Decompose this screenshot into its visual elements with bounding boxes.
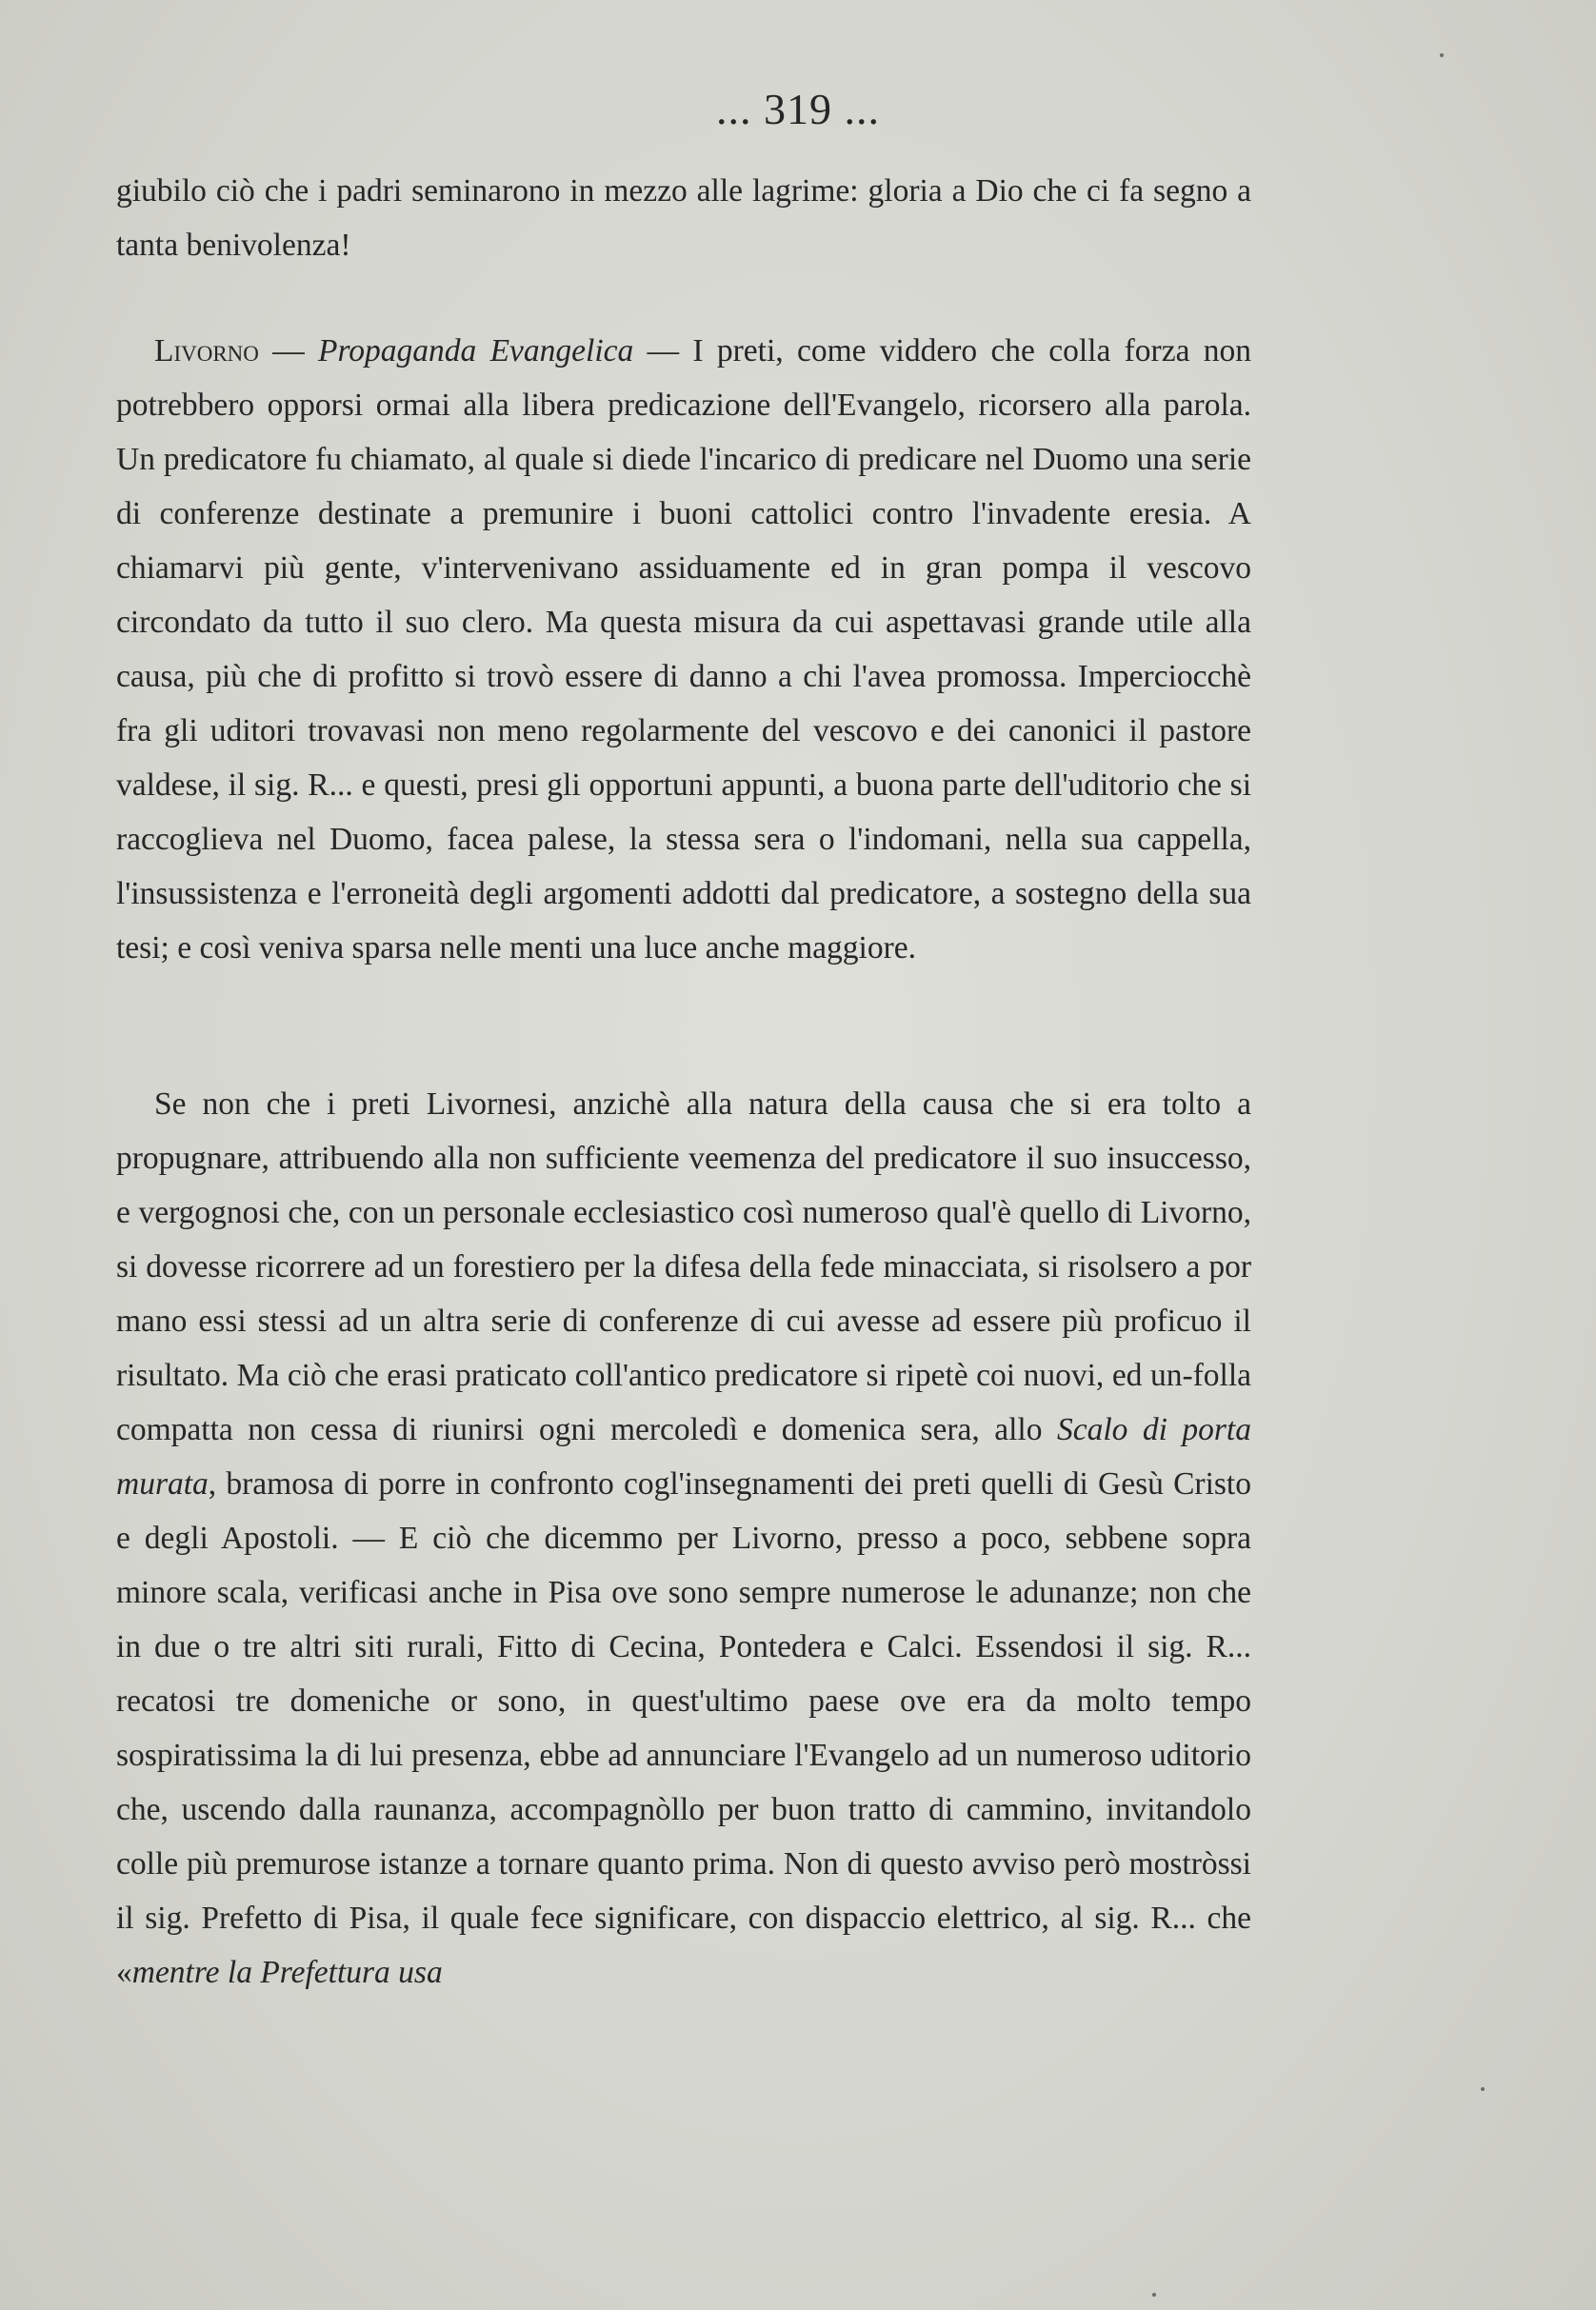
paragraph-intro-text: giubilo ciò che i padri seminarono in mezzo alle lagrime: gloria a Dio che ci fa segno a tanta benivolenza! bbox=[116, 173, 1251, 263]
paragraph-second-text bbox=[116, 1077, 1251, 2000]
heading-dash: — bbox=[633, 333, 693, 368]
page-number: ... 319 ... bbox=[716, 85, 880, 133]
paragraph-intro bbox=[116, 164, 1251, 272]
quotation-italic: mentre la Prefettura usa bbox=[131, 1955, 443, 1990]
section-topic-heading: Propaganda Evangelica bbox=[318, 333, 634, 368]
paragraph-livorno-text bbox=[116, 324, 1251, 975]
heading-dash: — bbox=[258, 333, 319, 368]
paragraph-second-part-1: Se non che i preti Livornesi, anzichè alla natura della causa che si era tolto a propugnare, attribuendo alla non sufficiente veemenza del predicatore il suo insuccesso, e vergognosi che, con un personale ecclesiastico così numeroso qual'è quello di Livorno, si dovesse ricorrere ad un forestiero per la difesa della fede minacciata, si risolsero a por mano essi stessi ad un altra serie di conferenze di cui avesse ad essere più proficuo il risultato. Ma ciò che erasi praticato coll'antico predicatore si ripetè coi nuovi, ed un-folla compatta non cessa di riunirsi ogni mercoledì e domenica sera, allo bbox=[116, 1086, 1251, 1447]
paper-speck bbox=[1440, 53, 1444, 57]
paragraph-livorno-body: I preti, come viddero che colla forza non potrebbero opporsi ormai alla libera predicazione dell'Evangelo, ricorsero alla parola. Un predicatore fu chiamato, al quale si diede l'incarico di predicare nel Duomo una serie di conferenze destinate a premunire i buoni cattolici contro l'invadente eresia. A chiamarvi più gente, v'intervenivano assiduamente ed in gran pompa il vescovo circondato da tutto il suo clero. Ma questa misura da cui aspettavasi grande utile alla causa, più che di profitto si trovò essere di danno a chi l'avea promossa. Imperciocchè fra gli uditori trovavasi non meno regolarmente del vescovo e dei canonici il pastore valdese, il sig. R... e questi, presi gli opportuni appunti, a buona parte dell'uditorio che si raccoglieva nel Duomo, facea palese, la stessa sera o l'indomani, nella sua cappella, l'insussistenza e l'erroneità degli argomenti addotti dal predicatore, a sostegno della sua tesi; e così veniva sparsa nelle menti una luce anche maggiore. bbox=[116, 333, 1252, 966]
section-place-heading: Livorno bbox=[154, 333, 259, 368]
paragraph-second bbox=[116, 1077, 1251, 2000]
paper-speck bbox=[1152, 2293, 1156, 2297]
paragraph-livorno bbox=[116, 324, 1251, 975]
paper-speck bbox=[1481, 2087, 1485, 2091]
place-name-italic: Scalo di porta murata bbox=[116, 1412, 1251, 1502]
paragraph-second-part-2: , bramosa di porre in confronto cogl'insegnamenti dei preti quelli di Gesù Cristo e degli Apostoli. — E ciò che dicemmo per Livorno, presso a poco, sebbene sopra minore scala, verificasi anche in Pisa ove sono sempre numerose le adunanze; non che in due o tre altri siti rurali, Fitto di Cecina, Pontedera e Calci. Essendosi il sig. R... recatosi tre domeniche or sono, in quest'ultimo paese ove era da molto tempo sospiratissima la di lui presenza, ebbe ad annunciare l'Evangelo ad un numeroso uditorio che, uscendo dalla raunanza, accompagnòllo per buon tratto di cammino, invitandolo colle più premurose istanze a tornare quanto prima. Non di questo avviso però mostròssi il sig. Prefetto di Pisa, il quale fece significare, con dispaccio elettrico, al sig. R... che « bbox=[116, 1466, 1251, 1990]
